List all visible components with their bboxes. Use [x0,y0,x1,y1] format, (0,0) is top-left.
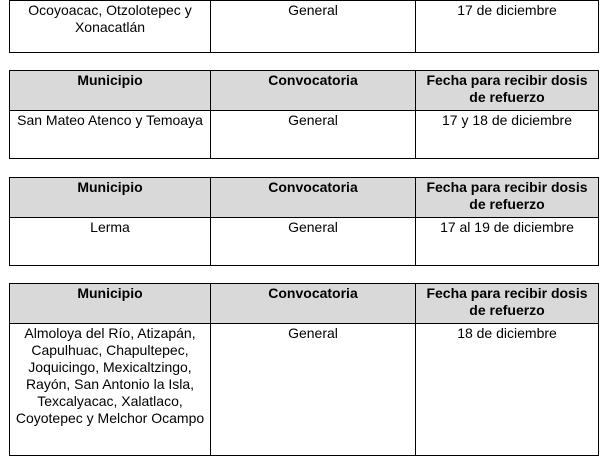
fecha-header: Fecha para recibir dosis de refuerzo [416,284,599,324]
fecha-cell: 17 y 18 de diciembre [416,111,599,159]
municipio-header: Municipio [10,284,211,324]
schedule-table-1 [9,0,599,53]
convocatoria-header: Convocatoria [211,178,416,218]
municipio-cell: Almoloya del Río, Atizapán, Capulhuac, Chapultepec, Joquicingo, Mexicaltzingo, Rayón, San Antonio la Isla, Texcalyacac, Xalatlaco, Coyotepec y Melchor Ocampo [10,324,211,456]
fecha-cell: 18 de diciembre [416,324,599,456]
table-row [10,324,599,456]
fecha-header: Fecha para recibir dosis de refuerzo [416,71,599,111]
municipio-header: Municipio [10,178,211,218]
fecha-cell: 17 al 19 de diciembre [416,218,599,266]
table-header-row [10,71,599,111]
convocatoria-cell: General [211,324,416,456]
municipio-cell: Ocoyoacac, Otzolotepec y Xonacatlán [10,1,211,53]
table-row [10,1,599,53]
schedule-table-2 [9,70,599,159]
table-header-row [10,178,599,218]
convocatoria-cell: General [211,1,416,53]
convocatoria-header: Convocatoria [211,284,416,324]
fecha-header: Fecha para recibir dosis de refuerzo [416,178,599,218]
table-header-row [10,284,599,324]
table-row [10,218,599,266]
convocatoria-header: Convocatoria [211,71,416,111]
municipio-header: Municipio [10,71,211,111]
convocatoria-cell: General [211,111,416,159]
fecha-cell: 17 de diciembre [416,1,599,53]
schedule-table-4 [9,283,599,456]
municipio-cell: Lerma [10,218,211,266]
schedule-table-3 [9,177,599,266]
table-row [10,111,599,159]
municipio-cell: San Mateo Atenco y Temoaya [10,111,211,159]
convocatoria-cell: General [211,218,416,266]
